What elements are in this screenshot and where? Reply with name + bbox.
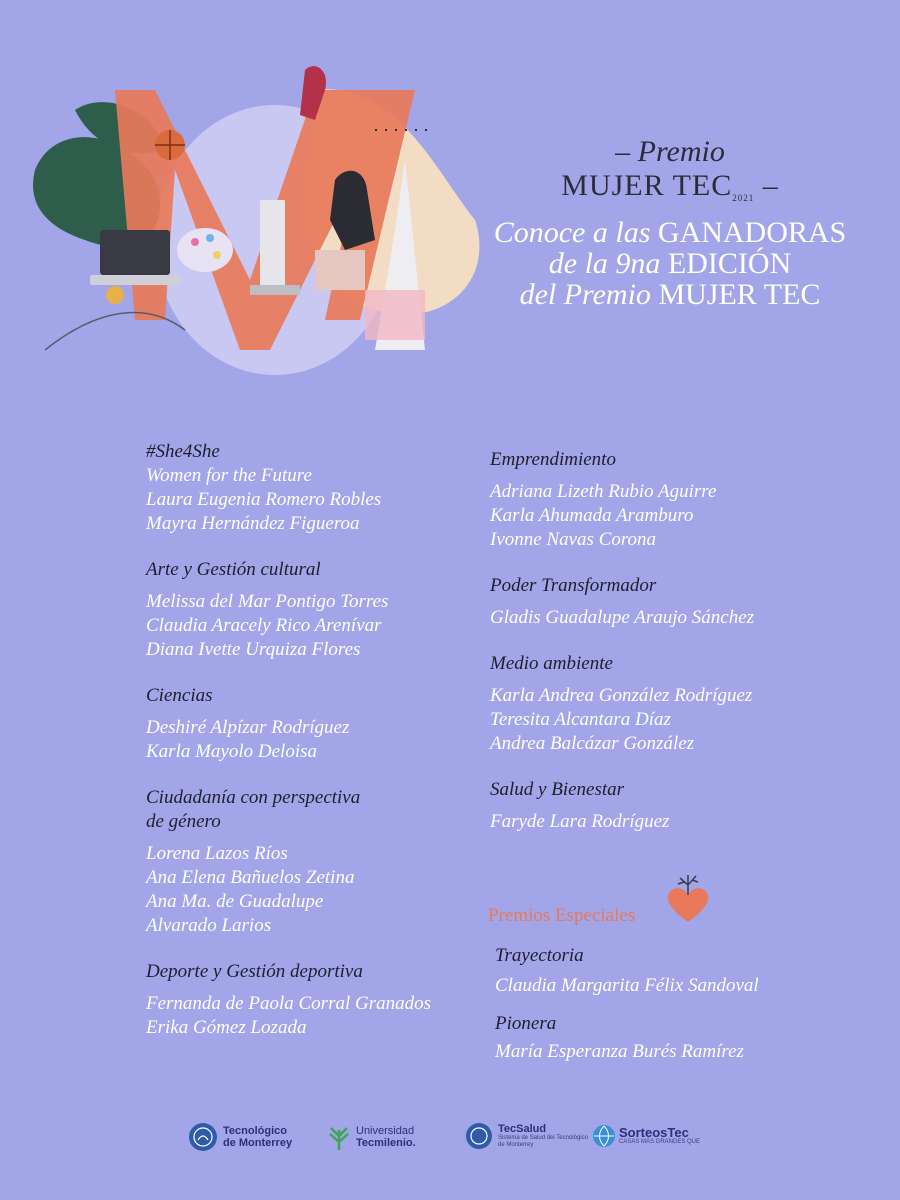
heart-flowers-icon [658,870,718,930]
winner-name: Mayra Hernández Figueroa [146,513,360,534]
sponsor-logos [0,1118,900,1168]
year-label: 2021 [732,193,755,203]
winner-name: Karla Mayolo Deloisa [146,741,317,762]
winner-name: Laura Eugenia Romero Robles [146,489,382,510]
winner-name: Fernanda de Paola Corral Granados [146,993,431,1014]
winner-name: María Esperanza Burés Ramírez [495,1041,744,1062]
header [470,135,870,310]
winner-name: Faryde Lara Rodríguez [490,811,670,832]
winner-name: Ana Elena Bañuelos Zetina [146,867,355,888]
microscope-icon [260,200,285,290]
category-block [146,440,466,536]
logo-tecsalud: TecSalud Sistema de Salud del Tecnológico de Monterrey [465,1122,588,1150]
winner-name: Andrea Balcázar González [490,733,695,754]
logo-tecmilenio: Universidad Tecmilenio. [326,1122,416,1152]
award-illustration [15,50,485,390]
winner-name: Karla Andrea González Rodríguez [490,685,753,706]
category-block [146,558,466,662]
winner-name: Teresita Alcantara Díaz [490,709,671,730]
winner-name: Diana Ivette Urquiza Flores [146,639,361,660]
winner-name: Alvarado Larios [146,915,272,936]
sorteostec-globe-icon [592,1124,616,1148]
winners-right-column [490,448,820,856]
winner-name: Women for the Future [146,465,312,486]
category-title: Trayectoria [495,945,584,966]
winner-name: Adriana Lizeth Rubio Aguirre [490,481,717,502]
laptop-icon [100,230,170,275]
tecsalud-seal-icon [465,1122,493,1150]
category-title: Poder Transformador [490,575,657,596]
category-block [495,944,835,998]
category-title: #She4She [146,441,220,462]
bird-icon [106,286,124,304]
category-block [146,684,466,764]
books-icon [315,250,365,290]
winner-name: Ivonne Navas Corona [490,529,657,550]
category-title: Arte y Gestión cultural [146,559,321,580]
category-block [490,574,820,630]
winners-left-column [146,440,466,1062]
category-block [146,960,466,1040]
category-title: Pionera [495,1013,557,1034]
special-awards-heading: Premios Especiales [488,905,635,927]
winner-name: Karla Ahumada Aramburo [490,505,694,526]
category-block [490,448,820,552]
category-title: Ciencias [146,685,213,706]
winner-name: Melissa del Mar Pontigo Torres [146,591,389,612]
category-block [495,1012,835,1064]
category-block [490,652,820,756]
category-block [146,786,466,938]
tecmilenio-leaf-icon [326,1122,352,1152]
premio-label: – Premio [615,135,725,168]
palette-icon [177,228,233,272]
category-title: Ciudadanía con perspectiva de género [146,787,361,832]
winner-name: Gladis Guadalupe Araujo Sánchez [490,607,755,628]
category-block [490,778,820,834]
logo-tec-monterrey: Tecnológico de Monterrey [188,1122,292,1152]
category-title: Emprendimiento [490,449,616,470]
tagline: Conoce a las GANADORAS de la 9na EDICIÓN del Premio MUJER TEC [493,216,847,311]
winner-name: Erika Gómez Lozada [146,1017,307,1038]
special-awards-list [495,944,835,1086]
winner-name: Lorena Lazos Ríos [146,843,288,864]
category-title: Salud y Bienestar [490,779,625,800]
winner-name: Claudia Aracely Rico Arenívar [146,615,382,636]
tec-seal-icon [188,1122,218,1152]
category-title: Medio ambiente [490,653,613,674]
category-title: Deporte y Gestión deportiva [146,961,363,982]
winner-name: Ana Ma. de Guadalupe [146,891,324,912]
mujer-tec-title: MUJER TEC2021 – [561,169,779,203]
winner-name: Claudia Margarita Félix Sandoval [495,975,759,996]
logo-sorteostec: SorteosTec CASAS MÁS GRANDES QUE [592,1124,700,1148]
winner-name: Deshiré Alpízar Rodríguez [146,717,350,738]
